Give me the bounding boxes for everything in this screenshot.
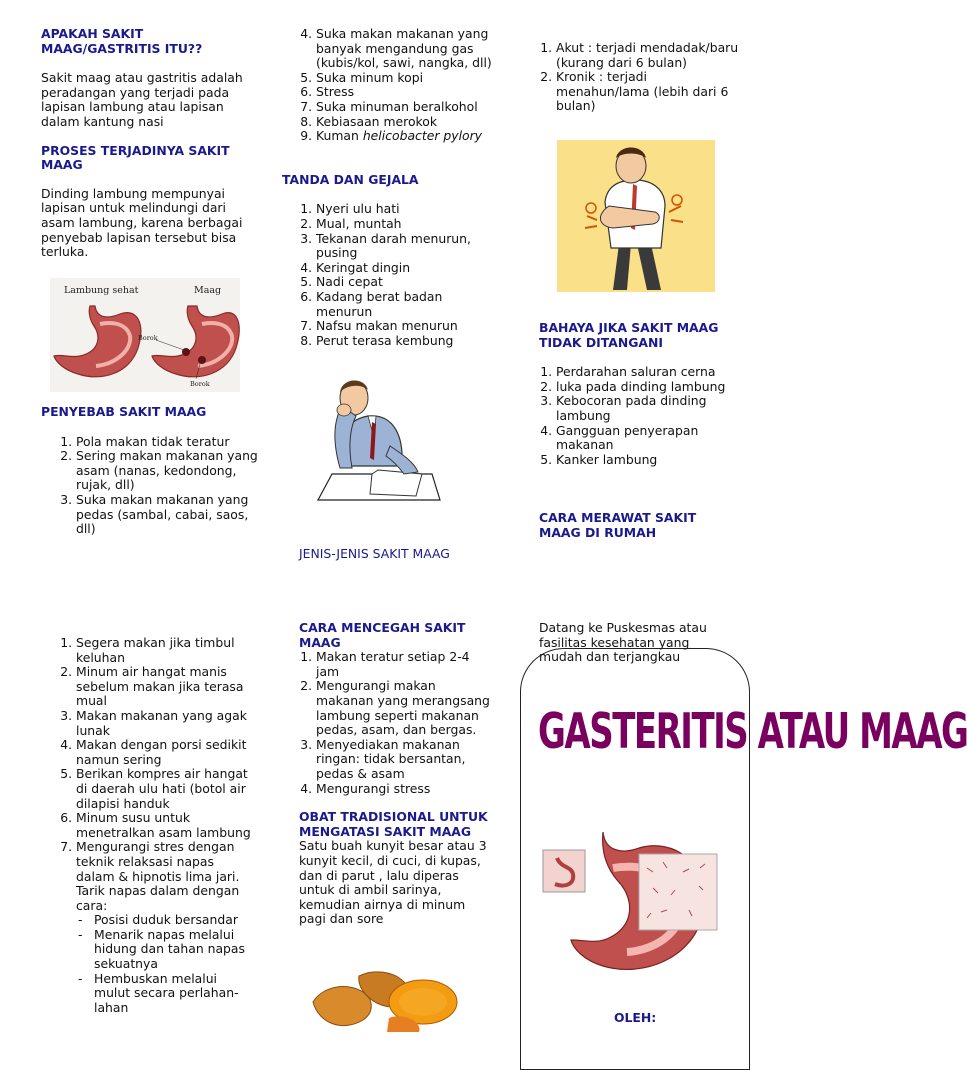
- list-item: 1. Perdarahan saluran cerna: [556, 365, 739, 380]
- list-item: 3. Suka makan makanan yang pedas (sambal, cabai, saos, dll): [76, 493, 261, 537]
- heading-signs: TANDA DAN GEJALA: [282, 171, 419, 187]
- column-prevention: [299, 621, 495, 927]
- inset-tissue-closeup: [639, 854, 717, 930]
- list-item: [76, 840, 253, 1015]
- column-home-care-list: [41, 636, 253, 1015]
- heading-dangers: BAHAYA JIKA SAKIT MAAG TIDAK DITANGANI: [539, 320, 719, 350]
- list-home-care: [41, 636, 253, 1015]
- list-types: [521, 41, 743, 114]
- list-item: 3. Menyediakan makanan ringan: tidak bersantan, pedas & asam: [316, 738, 495, 782]
- list-prevention: [299, 650, 495, 796]
- heading-process: PROSES TERJADINYA SAKIT MAAG: [41, 142, 230, 173]
- turmeric-illustration: [303, 962, 471, 1024]
- cover-title-wrap: [538, 703, 967, 792]
- list-item: 3. Kebocoran pada dinding lambung: [556, 394, 739, 423]
- heading-causes: PENYEBAB SAKIT MAAG: [41, 404, 207, 419]
- list-item: 8. Perut terasa kembung: [316, 334, 494, 349]
- label-ulcer-2: Borok: [190, 380, 210, 388]
- list-item: 3. Makan makanan yang agak lunak: [76, 709, 253, 738]
- pain-swirl-right: [672, 195, 682, 205]
- heading-herbal: OBAT TRADISIONAL UNTUK MENGATASI SAKIT MAAG: [299, 809, 488, 839]
- list-item: 2. Mengurangi makan makanan yang merangsang lambung seperti makanan pedas, asam, dan bergas.: [316, 679, 495, 737]
- label-ulcer-1: Borok: [138, 334, 158, 342]
- label-healthy-stomach: Lambung sehat: [64, 285, 139, 296]
- list-item: 4. Makan dengan porsi sedikit namun sering: [76, 738, 253, 767]
- cause-9-bacteria: helicobacter pylory: [362, 128, 483, 144]
- text-visit-clinic: Datang ke Puskesmas atau fasilitas kesehatan yang mudah dan terjangkau: [539, 620, 707, 665]
- hand-shape: [337, 404, 351, 416]
- text-process: Dinding lambung mempunyai lapisan untuk melindungi dari asam lambung, karena berbagai penyebab lapisan tersebut bisa terluka.: [41, 185, 243, 260]
- list-item: 5. Suka minum kopi: [316, 71, 494, 86]
- column-causes-continued: [282, 27, 494, 348]
- list-item: 4. Keringat dingin: [316, 261, 494, 276]
- column-what-is-maag: [41, 27, 253, 260]
- list-causes: [41, 435, 261, 537]
- column-types: [521, 41, 743, 114]
- paper-sheet: [370, 470, 422, 496]
- list-item: 2. Minum air hangat manis sebelum makan jika terasa mual: [76, 665, 253, 709]
- cover-title: GASTERITIS ATAU MAAG: [538, 703, 967, 762]
- list-item: - Menarik napas melalui hidung dan tahan napas sekuatnya: [94, 928, 253, 972]
- right-leg: [637, 244, 661, 290]
- ulcer-mark-2: [198, 356, 206, 364]
- list-item: 2. luka pada dinding lambung: [556, 380, 739, 395]
- list-item: 1. Akut : terjadi mendadak/baru (kurang dari 6 bulan): [556, 41, 743, 70]
- label-maag-stomach: Maag: [194, 285, 222, 296]
- stomach-pain-man-drawing: [557, 140, 715, 292]
- cover-stomach-drawing: [543, 828, 723, 978]
- list-item: 6. Minum susu untuk menetralkan asam lambung: [76, 811, 253, 840]
- heading-home-care: CARA MERAWAT SAKIT MAAG DI RUMAH: [539, 510, 697, 540]
- list-item: 8. Kebiasaan merokok: [316, 115, 494, 130]
- list-item: 4. Gangguan penyerapan makanan: [556, 424, 739, 453]
- ulcer-mark-1: [182, 348, 190, 356]
- list-item: 1. Nyeri ulu hati: [316, 202, 494, 217]
- maag-stomach-shape: [152, 306, 239, 377]
- list-item: [316, 129, 494, 144]
- list-item: 1. Pola makan tidak teratur: [76, 435, 261, 450]
- list-item: 7. Nafsu makan menurun: [316, 319, 494, 334]
- cause-9-prefix: Kuman: [316, 128, 363, 144]
- left-leg: [613, 244, 631, 290]
- stomach-pain-man-illustration: [557, 140, 715, 292]
- author-label: OLEH:: [614, 1010, 657, 1025]
- tired-man-drawing: [318, 376, 440, 504]
- turmeric-root-1: [313, 987, 371, 1026]
- column-causes: [41, 405, 261, 537]
- text-herbal: Satu buah kunyit besar atau 3 kunyit kecil, di cuci, di kupas, dan di parut , lalu diperas untuk di ambil sarinya, kemudian airnya di minum pagi dan sore: [299, 838, 487, 927]
- cover-stomach-illustration: [543, 828, 723, 978]
- list-signs: [282, 202, 494, 348]
- pain-swirl-left: [586, 203, 596, 213]
- list-item: 5. Nadi cepat: [316, 275, 494, 290]
- tired-man-illustration: [318, 376, 440, 504]
- heading-prevention: CARA MENCEGAH SAKIT MAAG: [299, 620, 466, 650]
- list-item: 2. Sering makan makanan yang asam (nanas, kedondong, rujak, dll): [76, 449, 261, 493]
- list-item: 7. Suka minuman beralkohol: [316, 100, 494, 115]
- stomach-comparison-illustration: [50, 278, 240, 392]
- list-item: 5. Kanker lambung: [556, 453, 739, 468]
- stomach-comparison-figure: [50, 278, 240, 392]
- list-item: 4. Mengurangi stress: [316, 782, 495, 797]
- list-dangers: [539, 365, 739, 467]
- list-causes-continued: [282, 27, 494, 144]
- column-dangers: [539, 321, 739, 541]
- list-item: 2. Kronik : terjadi menahun/lama (lebih dari 6 bulan): [556, 70, 743, 114]
- list-item: 6. Stress: [316, 85, 494, 100]
- turmeric-drawing: [303, 962, 471, 1032]
- list-item: 5. Berikan kompres air hangat di daerah ulu hati (botol air dilapisi handuk: [76, 767, 253, 811]
- list-item: 1. Segera makan jika timbul keluhan: [76, 636, 253, 665]
- list-item: 3. Tekanan darah menurun, pusing: [316, 232, 494, 261]
- list-item: 1. Makan teratur setiap 2-4 jam: [316, 650, 495, 679]
- text-what-is-maag: Sakit maag atau gastritis adalah peradangan yang terjadi pada lapisan lambung atau lapisan dalam kantung nasi: [41, 70, 243, 129]
- list-item: 6. Kadang berat badan menurun: [316, 290, 494, 319]
- list-item: - Hembuskan melalui mulut secara perlahan-lahan: [94, 972, 253, 1016]
- heading-types: JENIS-JENIS SAKIT MAAG: [299, 546, 450, 561]
- turmeric-slice-core: [399, 988, 447, 1016]
- heading-what-is-maag: APAKAH SAKIT MAAG/GASTRITIS ITU??: [41, 26, 203, 56]
- list-item: 4. Suka makan makanan yang banyak mengandung gas (kubis/kol, sawi, nangka, dll): [316, 27, 494, 71]
- list-item: - Posisi duduk bersandar: [94, 913, 253, 928]
- ulcer-pointer-1: [156, 340, 184, 350]
- list-breathing-steps: [76, 913, 253, 1015]
- care-7-text: Mengurangi stres dengan teknik relaksasi napas dalam & hipnotis lima jari. Tarik napas dalam dengan cara:: [76, 839, 240, 913]
- list-item: 2. Mual, muntah: [316, 217, 494, 232]
